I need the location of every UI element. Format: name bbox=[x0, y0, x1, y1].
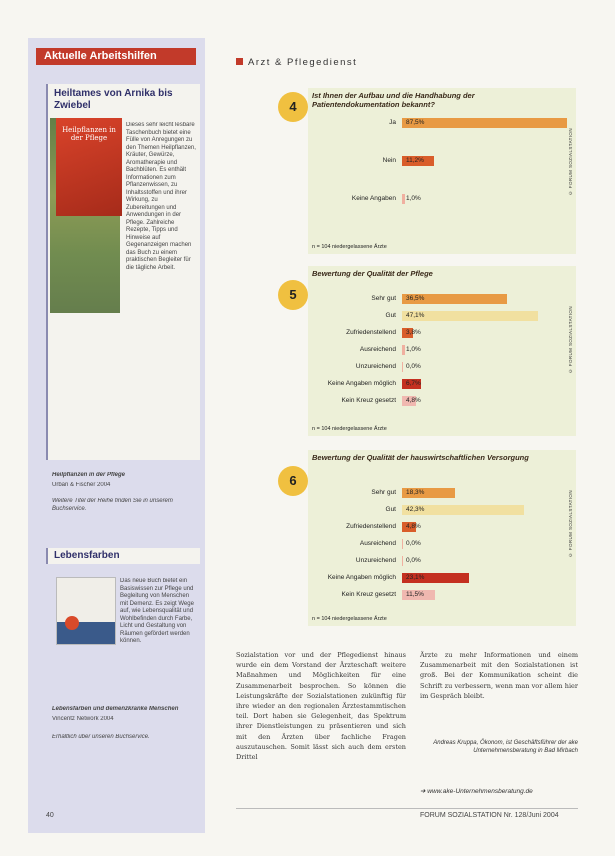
chart-5-source: © FORUM SOZIALSTATION bbox=[568, 306, 573, 374]
article-column-2: Ärzte zu mehr Informationen und einem Zusammenarbeit mit den Sozialstationen ist groß. Bei der Kommunikation scheint die Schrift zu verbessern, wenn man vor allem hier im Gespräch bleibt. bbox=[420, 651, 578, 700]
book-cover-2 bbox=[56, 577, 116, 645]
page-number: 40 bbox=[46, 812, 54, 819]
chart-6-category-label: Ausreichend bbox=[359, 540, 396, 547]
chart-5-category-label: Sehr gut bbox=[371, 295, 396, 302]
chart-5-value-label: 1,0% bbox=[406, 346, 421, 353]
chart-6-category-label: Keine Angaben möglich bbox=[327, 574, 396, 581]
book-box-2-cite: Lebensfarben und demenzkranke Menschen bbox=[52, 706, 179, 712]
chart-6-category-label: Sehr gut bbox=[371, 489, 396, 496]
book-box-1-cite2: Urban & Fischer 2004 bbox=[52, 482, 111, 488]
book-box-2-text: Das neue Buch bietet ein Basiswissen zur Pflege und Begleitung von Menschen mit Demenz. Es zeigt Wege auf, wie Lebensqualität und Wohlbefinden durch Farbe, Licht und Gestaltung von Räumen gefördert werden können. bbox=[120, 578, 194, 644]
book-box-1-text-cont bbox=[52, 316, 196, 396]
chart-5-value-label: 3,8% bbox=[406, 329, 421, 336]
chart-6-category-label: Unzureichend bbox=[355, 557, 396, 564]
book-cover-1-title: Heilpflanzen in der Pflege bbox=[62, 126, 116, 142]
chart-4-value-label: 87,5% bbox=[406, 119, 425, 126]
website-link-text[interactable]: www.ake-Unternehmensberatung.de bbox=[427, 788, 533, 795]
book-box-2-note: Erhältlich über unseren Buchservice. bbox=[52, 734, 150, 740]
section-header-text: Arzt & Pflegedienst bbox=[248, 57, 358, 68]
chart-5-category-label: Gut bbox=[385, 312, 396, 319]
chart-4 bbox=[308, 88, 576, 254]
footer-divider bbox=[236, 808, 578, 809]
section-header bbox=[236, 57, 357, 68]
chart-6-sample-note: n = 104 niedergelassene Ärzte bbox=[312, 616, 387, 622]
chart-4-category-label: Keine Angaben bbox=[351, 195, 396, 202]
chart-5-number: 5 bbox=[278, 280, 308, 310]
book-box-2-cite2: Vincentz Network 2004 bbox=[52, 716, 114, 722]
chart-6-bar bbox=[402, 539, 403, 549]
chart-6-value-label: 0,0% bbox=[406, 557, 421, 564]
chart-5-bar bbox=[402, 345, 405, 355]
book-box-1-title: Heiltames von Arnika bis Zwiebel bbox=[54, 88, 173, 111]
chart-4-bar bbox=[402, 118, 567, 128]
chart-5-sample-note: n = 104 niedergelassene Ärzte bbox=[312, 426, 387, 432]
chart-5-value-label: 47,1% bbox=[406, 312, 425, 319]
chart-5-category-label: Keine Angaben möglich bbox=[327, 380, 396, 387]
chart-5-category-label: Ausreichend bbox=[359, 346, 396, 353]
footer-text: FORUM SOZIALSTATION Nr. 128/Juni 2004 bbox=[420, 812, 559, 819]
chart-5-value-label: 6,7% bbox=[406, 380, 421, 387]
book-box-1-text: Dieses sehr leicht lesbare Taschenbuch bietet eine Fülle von Anregungen zu den Themen Heilpflanzen, Kräuter, Gewürze, Aromatherapie und Bachblüten. Es enthält Informationen zum Pflanzenwissen, zu Inhaltsstoffen und ihrer Wirkung, zu Zubereitungen und Anwendungen in der Pflege. Zahlreiche Rezepte, Tipps und Hinweise auf Gegenanzeigen machen das Buch zu einem praktischen Begleiter für die tägliche Arbeit. bbox=[126, 122, 196, 271]
chart-5-bar bbox=[402, 362, 403, 372]
book-cover-1 bbox=[56, 118, 122, 216]
chart-6-category-label: Kein Kreuz gesetzt bbox=[341, 591, 396, 598]
chart-4-value-label: 1,0% bbox=[406, 195, 421, 202]
article-column-1: Sozialstation vor und der Pflegedienst hinaus wurde ein dem Vorstand der Ärzteschaft weitere Maßnahmen und Möglichkeiten für eine Zusammenarbeit besprochen. So können die Leistungskräfte der Sozialstationen zukünftig für ihre wieder an den regionalen Ärztestammtischen teil. Dort haben sie Gelegenheit, das Spektrum ihrer Dienstleistungen zu präsentieren und sich mit den Ärzten über fachliche Fragen auszutauschen. Somit lässt sich auch dem ersten Drittel bbox=[236, 651, 406, 762]
chart-5-value-label: 0,0% bbox=[406, 363, 421, 370]
chart-6-source: © FORUM SOZIALSTATION bbox=[568, 490, 573, 558]
chart-6-category-label: Gut bbox=[385, 506, 396, 513]
chart-6-value-label: 18,3% bbox=[406, 489, 425, 496]
chart-6-value-label: 42,3% bbox=[406, 506, 425, 513]
chart-4-question: Ist Ihnen der Aufbau und die Handhabung der Patientendokumentation bekannt? bbox=[312, 91, 475, 109]
section-marker bbox=[236, 58, 243, 65]
book-box-2-header bbox=[46, 548, 200, 564]
chart-4-number: 4 bbox=[278, 92, 308, 122]
chart-6-value-label: 23,1% bbox=[406, 574, 425, 581]
book-cover-2-flower bbox=[65, 616, 79, 630]
chart-6-bar bbox=[402, 556, 403, 566]
author-note: Andreas Kruppa, Ökonom, ist Geschäftsführer der ake Unternehmensberatung in Bad Mirbach bbox=[433, 740, 578, 754]
sidebar-header: Aktuelle Arbeitshilfen bbox=[36, 48, 196, 65]
chart-4-category-label: Ja bbox=[389, 119, 396, 126]
chart-4-source: © FORUM SOZIALSTATION bbox=[568, 128, 573, 196]
website-link[interactable]: ➔ www.ake-Unternehmensberatung.de bbox=[420, 788, 533, 795]
chart-5-value-label: 36,5% bbox=[406, 295, 425, 302]
book-box-1-cite: Heilpflanzen in der Pflege bbox=[52, 472, 126, 478]
chart-6-category-label: Zufriedenstellend bbox=[346, 523, 396, 530]
chart-5-value-label: 4,8% bbox=[406, 397, 421, 404]
chart-6 bbox=[308, 450, 576, 626]
chart-5-category-label: Kein Kreuz gesetzt bbox=[341, 397, 396, 404]
chart-4-category-label: Nein bbox=[382, 157, 396, 164]
book-box-1-note: Weitere Titel der Reihe finden Sie in unserem Buchservice. bbox=[52, 498, 173, 512]
chart-5-category-label: Unzureichend bbox=[355, 363, 396, 370]
chart-4-value-label: 11,2% bbox=[406, 157, 424, 164]
chart-4-bar bbox=[402, 194, 405, 204]
chart-6-number: 6 bbox=[278, 466, 308, 496]
chart-4-sample-note: n = 104 niedergelassene Ärzte bbox=[312, 244, 387, 250]
chart-6-question: Bewertung der Qualität der hauswirtschaftlichen Versorgung bbox=[312, 453, 529, 462]
chart-6-value-label: 4,8% bbox=[406, 523, 421, 530]
chart-6-value-label: 11,5% bbox=[406, 591, 424, 598]
chart-6-value-label: 0,0% bbox=[406, 540, 421, 547]
book-box-2-title: Lebensfarben bbox=[54, 550, 120, 561]
chart-5-category-label: Zufriedenstellend bbox=[346, 329, 396, 336]
chart-5-question: Bewertung der Qualität der Pflege bbox=[312, 269, 433, 278]
